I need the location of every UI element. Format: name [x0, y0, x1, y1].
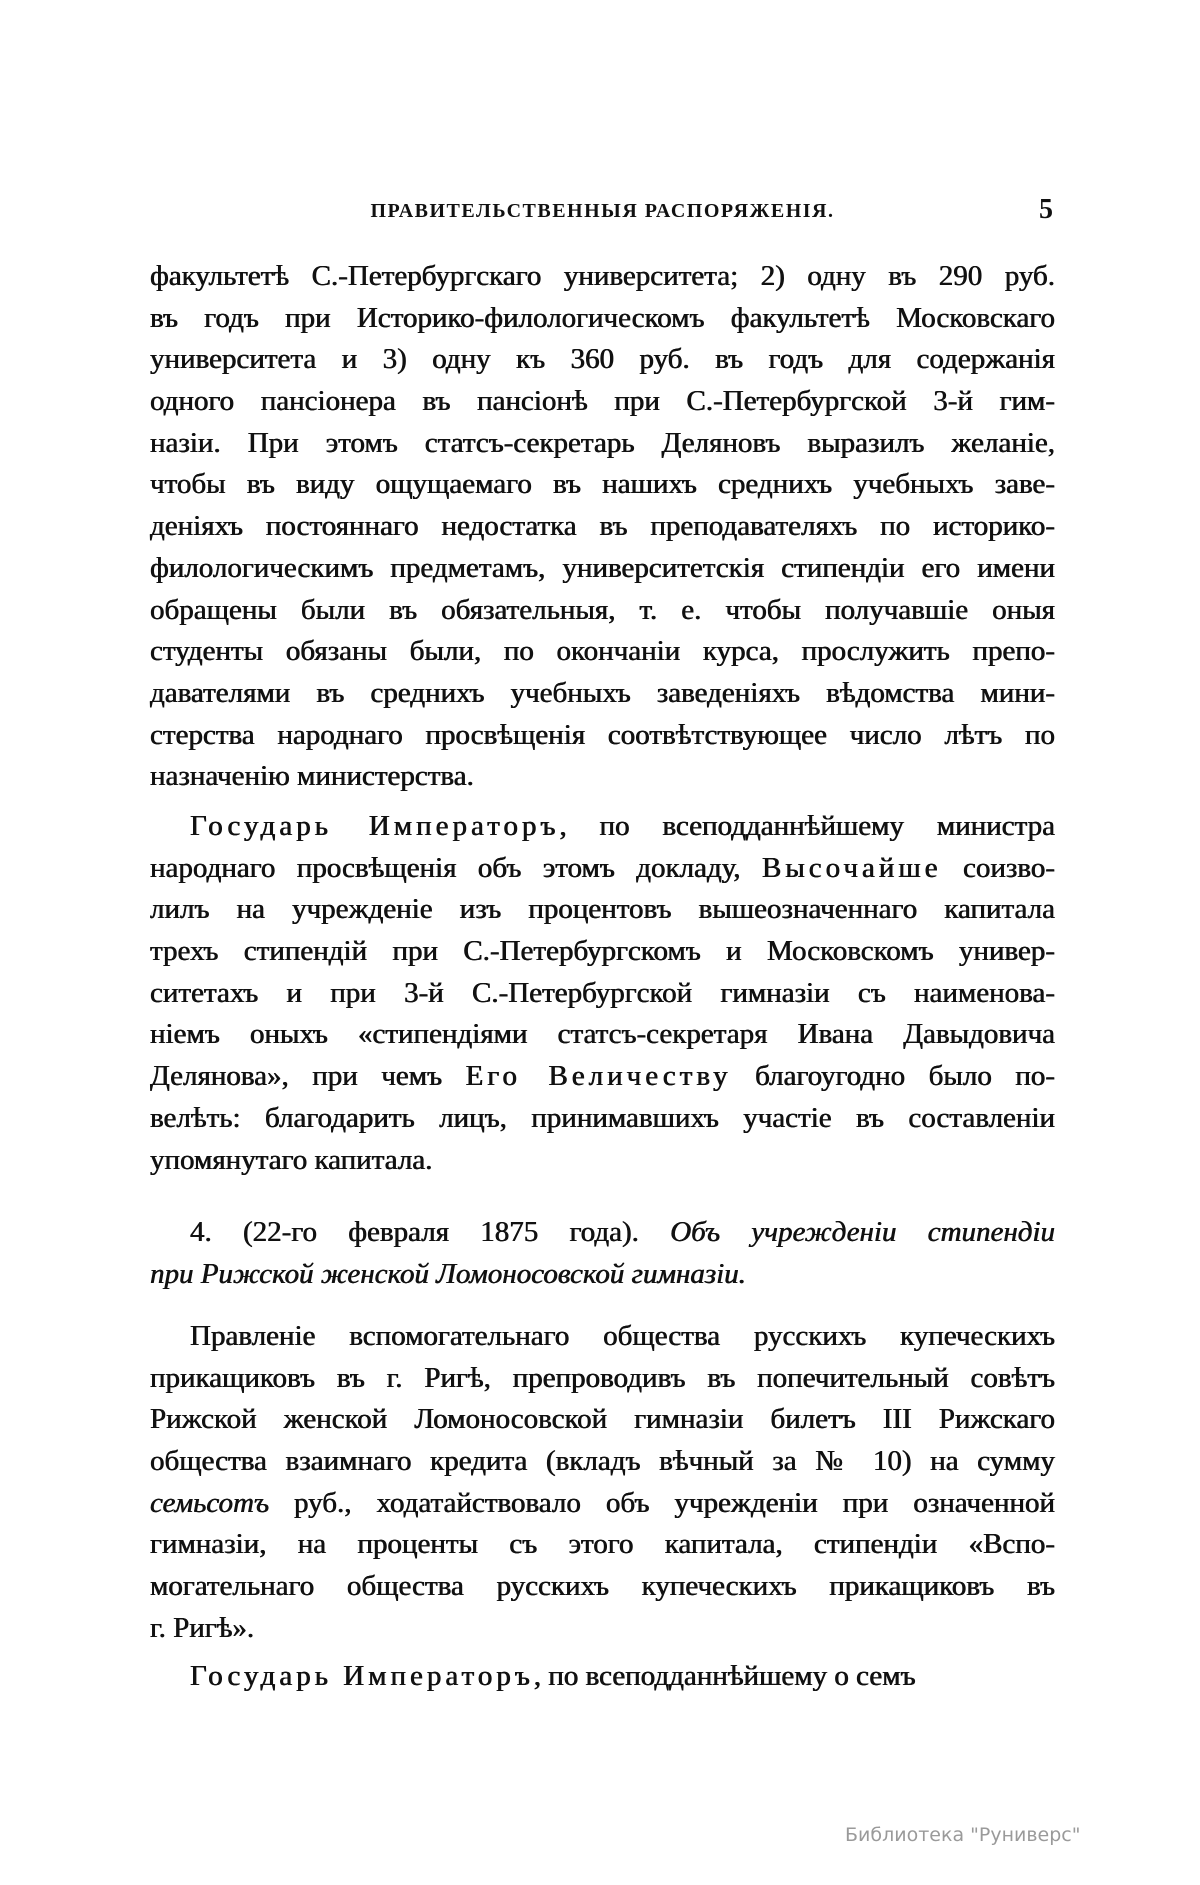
- text-segment: трехъ стипендій при С.-Петербургскомъ и Московскомъ универ-: [150, 935, 1055, 968]
- text-segment: университета и 3) одну къ 360 руб. въ годъ для содержанія: [150, 343, 1055, 376]
- text-line: [150, 1358, 1055, 1400]
- text-line: [150, 848, 1055, 890]
- italic-text: при Рижской женской Ломоносовской гимназіи.: [150, 1257, 746, 1290]
- text-line: [150, 889, 1055, 931]
- text-segment: Правленіе вспомогательнаго общества русскихъ купеческихъ: [190, 1320, 1055, 1352]
- text-segment: упомянутаго капитала.: [150, 1143, 433, 1176]
- text-segment: Делянова», при чемъ: [150, 1060, 466, 1093]
- section-heading-4: [150, 1212, 1055, 1295]
- text-segment: , по всеподданнѣйшему о семъ: [533, 1660, 916, 1692]
- text-line: [150, 1399, 1055, 1441]
- text-line: [150, 1140, 1055, 1182]
- paragraph-imperial-decision-2: [150, 1656, 1055, 1698]
- text-segment: общества взаимнаго кредита (вкладъ вѣчный за № 10) на сумму: [150, 1445, 1055, 1478]
- text-segment: въ годъ при Историко-филологическомъ факультетѣ Московскаго: [150, 301, 1055, 334]
- spaced-text: Высочайше: [761, 851, 942, 884]
- text-segment: г. Ригѣ».: [150, 1611, 255, 1644]
- text-line: [150, 1014, 1055, 1056]
- text-line: [150, 673, 1055, 715]
- text-line: [150, 590, 1055, 632]
- text-segment: руб., ходатайствовало объ учрежденіи при означенной: [269, 1486, 1055, 1519]
- text-line: [150, 806, 1055, 848]
- text-line: [150, 506, 1055, 548]
- text-line: [150, 1483, 1055, 1525]
- text-segment: одного пансіонера въ пансіонѣ при С.-Петербургской 3-й гим-: [150, 385, 1055, 418]
- text-line: [150, 1316, 1055, 1358]
- text-line: [150, 973, 1055, 1015]
- text-line: [150, 298, 1055, 340]
- text-segment: давателями въ среднихъ учебныхъ заведеніяхъ вѣдомства мини-: [150, 676, 1055, 709]
- text-segment: чтобы въ виду ощущаемаго въ нашихъ среднихъ учебныхъ заве-: [150, 468, 1055, 501]
- text-line: [150, 931, 1055, 973]
- text-line: [150, 1524, 1055, 1566]
- text-line: [150, 631, 1055, 673]
- text-segment: факультетѣ С.-Петербургскаго университета; 2) одну въ 290 руб.: [150, 260, 1055, 292]
- text-line: [150, 715, 1055, 757]
- text-line: [150, 756, 1055, 798]
- text-segment: Рижской женской Ломоносовской гимназіи билетъ III Рижскаго: [150, 1403, 1055, 1436]
- paragraph-riga-society: [150, 1316, 1055, 1650]
- text-segment: деніяхъ постояннаго недостатка въ преподавателяхъ по историко-: [150, 510, 1055, 543]
- text-line: [150, 1098, 1055, 1140]
- spaced-text: Государь Императоръ: [190, 810, 560, 842]
- text-line: [150, 1608, 1055, 1650]
- text-segment: , по всеподданнѣйшему министра: [559, 810, 1056, 842]
- text-segment: назначенію министерства.: [150, 760, 474, 793]
- text-segment: народнаго просвѣщенія объ этомъ докладу,: [150, 851, 762, 884]
- text-segment: назіи. При этомъ статсъ-секретарь Деляновъ выразилъ желаніе,: [150, 426, 1055, 459]
- text-segment: могательнаго общества русскихъ купеческихъ прикащиковъ въ: [150, 1570, 1055, 1603]
- library-watermark: Библиотека "Руниверс": [845, 1824, 1081, 1846]
- running-header: [150, 196, 1055, 230]
- text-line: [150, 1566, 1055, 1608]
- text-line: [150, 1254, 1055, 1296]
- text-segment: обращены были въ обязательныя, т. е. чтобы получавшіе оныя: [150, 593, 1055, 626]
- text-segment: велѣть: благодарить лицъ, принимавшихъ участіе въ составленіи: [150, 1101, 1055, 1134]
- text-line: [150, 548, 1055, 590]
- text-segment: благоугодно было по-: [731, 1060, 1055, 1093]
- text-segment: ніемъ оныхъ «стипендіями статсъ-секретаря Ивана Давыдовича: [150, 1018, 1055, 1051]
- text-line: [150, 381, 1055, 423]
- running-title: ПРАВИТЕЛЬСТВЕННЫЯ РАСПОРЯЖЕНІЯ.: [370, 200, 835, 222]
- text-segment: прикащиковъ въ г. Ригѣ, препроводивъ въ попечительный совѣтъ: [150, 1361, 1055, 1394]
- text-line: [150, 464, 1055, 506]
- text-segment: гимназіи, на проценты съ этого капитала, стипендіи «Вспо-: [150, 1528, 1055, 1561]
- paragraph-continuation: [150, 256, 1055, 798]
- text-segment: 4. (22-го февраля 1875 года).: [190, 1216, 671, 1248]
- spaced-text: Его Величеству: [465, 1060, 732, 1093]
- text-segment: филологическимъ предметамъ, университетскія стипендіи его имени: [150, 551, 1055, 584]
- italic-text: Объ учрежденіи стипендіи: [670, 1216, 1056, 1248]
- page-number: 5: [1039, 194, 1053, 225]
- text-segment: стерства народнаго просвѣщенія соотвѣтствующее число лѣтъ по: [150, 718, 1055, 751]
- text-segment: соизво-: [941, 851, 1056, 884]
- spaced-text: Государь Императоръ: [190, 1660, 534, 1692]
- italic-text: семьсотъ: [150, 1486, 269, 1519]
- text-line: [150, 339, 1055, 381]
- text-line: [150, 1212, 1055, 1254]
- paragraph-imperial-decision: [150, 806, 1055, 1181]
- text-segment: лилъ на учрежденіе изъ процентовъ вышеозначеннаго капитала: [150, 893, 1055, 926]
- text-line: [150, 1656, 1055, 1698]
- text-line: [150, 423, 1055, 465]
- text-line: [150, 1056, 1055, 1098]
- text-line: [150, 1441, 1055, 1483]
- text-line: [150, 256, 1055, 298]
- text-segment: студенты обязаны были, по окончаніи курса, прослужить препо-: [150, 635, 1055, 668]
- text-segment: ситетахъ и при 3-й С.-Петербургской гимназіи съ наименова-: [150, 976, 1055, 1009]
